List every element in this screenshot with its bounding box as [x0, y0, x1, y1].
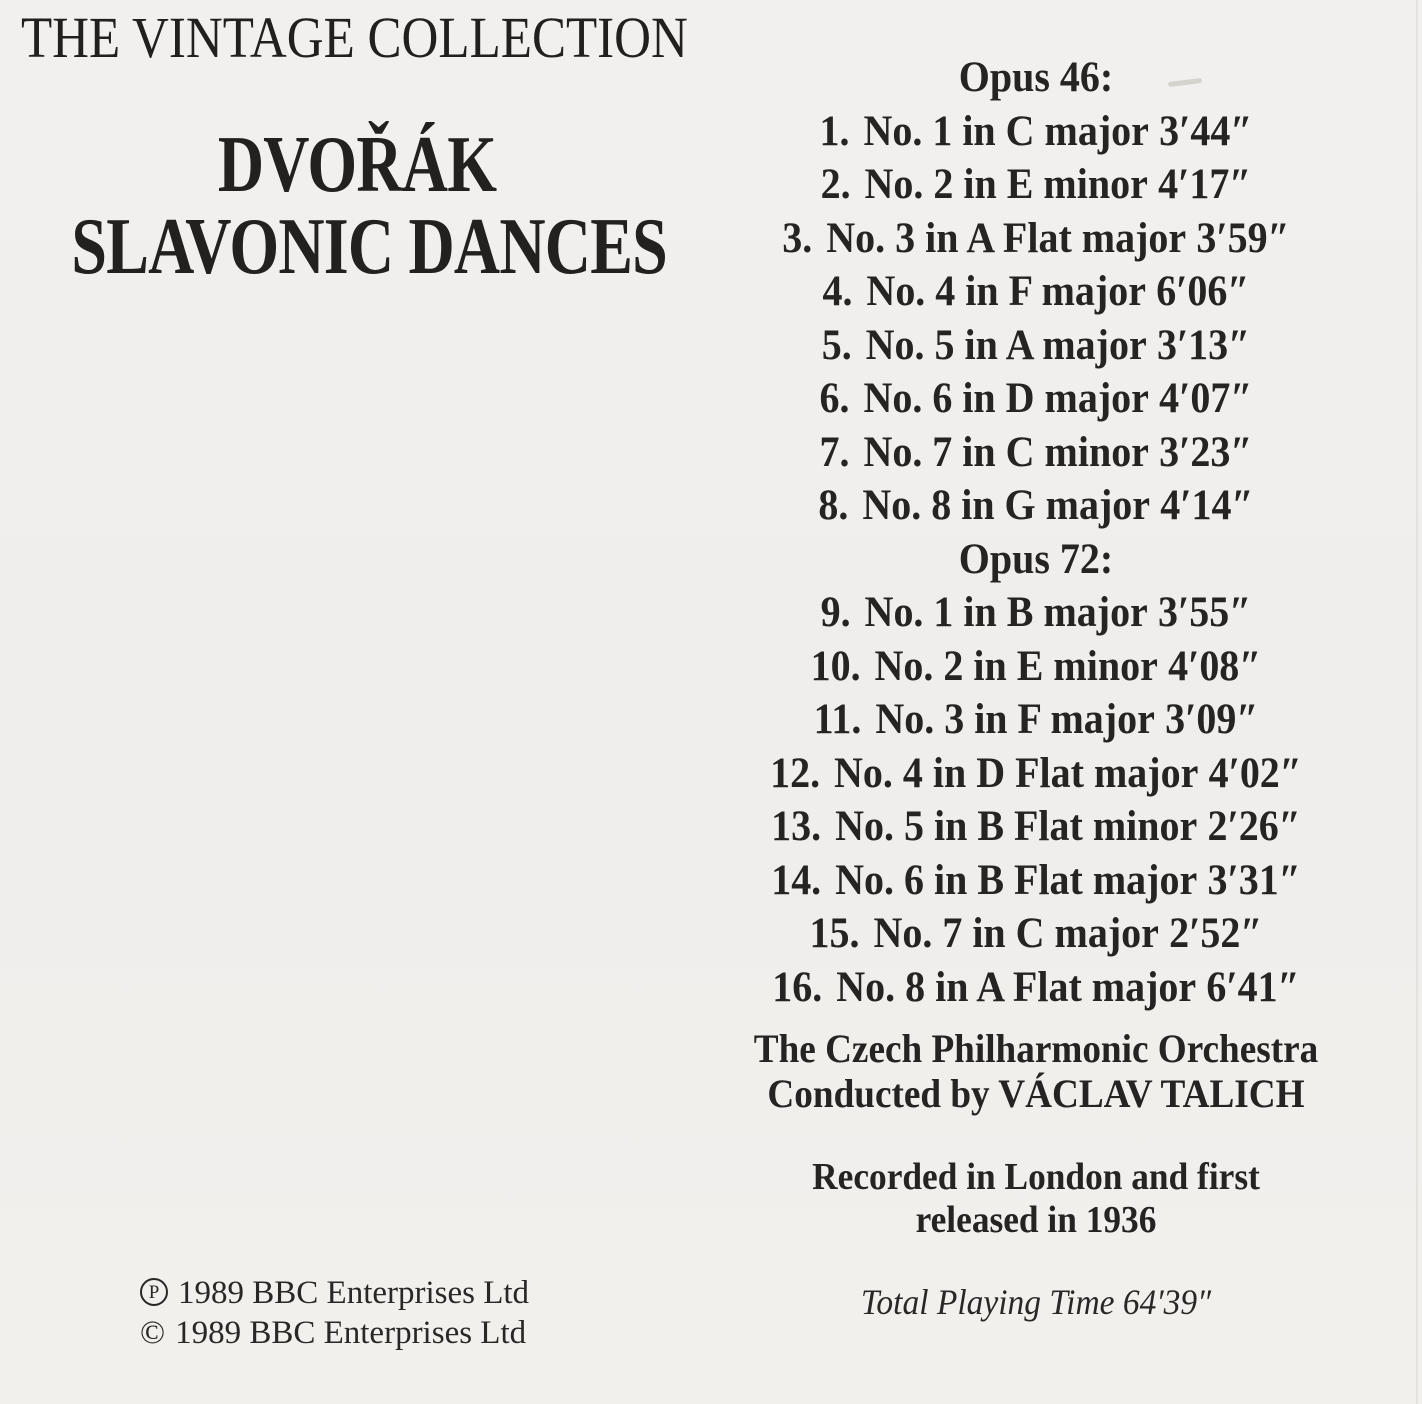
track-title: No. 3 in A Flat major: [826, 214, 1187, 262]
track-title: No. 5 in B Flat minor: [835, 803, 1198, 850]
track-number: 2.: [820, 161, 851, 208]
track-duration: 6′41″: [1206, 963, 1300, 1011]
track-duration: 3′09″: [1165, 696, 1259, 743]
recording-note-line1: Recorded in London and first: [812, 1156, 1260, 1198]
track-duration: 4′17″: [1158, 161, 1252, 208]
track-number: 8.: [818, 482, 849, 529]
track-title: No. 4 in F major: [866, 268, 1146, 315]
track-row: [678, 854, 1394, 908]
track-row: [678, 105, 1394, 159]
track-duration: 2′52″: [1169, 910, 1263, 957]
performer-credits: [678, 1026, 1394, 1116]
track-row: [678, 800, 1394, 854]
track-number: 1.: [819, 107, 850, 155]
album-title: [71, 121, 667, 291]
track-title: No. 8 in A Flat major: [836, 963, 1197, 1011]
track-duration: 3′44″: [1159, 107, 1253, 155]
tracklist: [678, 51, 1394, 1014]
recording-note: [678, 1156, 1394, 1242]
track-duration: 3′23″: [1159, 428, 1253, 476]
track-row: [678, 586, 1394, 640]
track-number: 14.: [771, 856, 822, 904]
track-row: [678, 907, 1394, 961]
opus-72-header: Opus 72:: [958, 535, 1114, 583]
conductor-credit: Conducted by VÁCLAV TALICH: [767, 1071, 1305, 1116]
copyright-line: [140, 1313, 529, 1353]
track-row: [678, 372, 1394, 426]
track-number: 13.: [771, 803, 822, 850]
track-row: [678, 479, 1394, 533]
album-work: SLAVONIC DANCES: [71, 203, 667, 291]
track-title: No. 1 in C major: [863, 107, 1149, 155]
track-number: 7.: [819, 428, 850, 476]
track-duration: 4′07″: [1159, 375, 1253, 422]
track-duration: 3′55″: [1158, 589, 1252, 636]
scan-edge-line: [1416, 0, 1418, 1404]
orchestra-credit: The Czech Philharmonic Orchestra: [753, 1026, 1319, 1071]
track-number: 10.: [810, 642, 861, 690]
track-number: 5.: [821, 321, 852, 369]
recording-note-line2: released in 1936: [915, 1199, 1157, 1241]
track-row: [678, 640, 1394, 694]
series-title: THE VINTAGE COLLECTION: [21, 5, 688, 70]
track-number: 3.: [782, 214, 813, 262]
opus-46-header: Opus 46:: [958, 54, 1114, 101]
track-row: [678, 265, 1394, 319]
track-duration: 4′02″: [1208, 749, 1302, 797]
phonogram-copyright-icon: P: [140, 1278, 168, 1306]
track-row: [678, 158, 1394, 212]
track-number: 6.: [819, 375, 850, 422]
track-number: 4.: [822, 268, 853, 315]
track-title: No. 5 in A major: [865, 321, 1147, 369]
track-number: 12.: [770, 749, 821, 797]
track-number: 9.: [820, 589, 851, 636]
track-title: No. 8 in G major: [862, 482, 1151, 529]
copyright-text: 1989 BBC Enterprises Ltd: [175, 1315, 527, 1351]
track-duration: 3′31″: [1207, 856, 1301, 904]
album-composer: DVOŘÁK: [217, 121, 497, 209]
track-duration: 2′26″: [1207, 803, 1301, 850]
track-number: 15.: [809, 910, 860, 957]
track-duration: 3′59″: [1196, 214, 1290, 262]
phonogram-copyright-line: [140, 1273, 529, 1313]
track-row: [678, 961, 1394, 1015]
track-duration: 4′14″: [1160, 482, 1254, 529]
track-number: 11.: [813, 696, 862, 743]
tracklist-column: [678, 0, 1394, 1404]
track-title: No. 6 in B Flat major: [835, 856, 1198, 904]
track-title: No. 2 in E minor: [874, 642, 1158, 690]
track-row: [678, 319, 1394, 373]
track-title: No. 7 in C major: [873, 910, 1159, 957]
track-duration: 6′06″: [1156, 268, 1250, 315]
track-title: No. 3 in F major: [875, 696, 1155, 743]
track-number: 16.: [772, 963, 823, 1011]
track-title: No. 1 in B major: [864, 589, 1148, 636]
track-title: No. 7 in C minor: [863, 428, 1149, 476]
track-row: [678, 212, 1394, 266]
track-row: [678, 426, 1394, 480]
track-row: [678, 747, 1394, 801]
phonogram-copyright-text: 1989 BBC Enterprises Ltd: [178, 1275, 530, 1311]
track-row: [678, 693, 1394, 747]
track-title: No. 6 in D major: [863, 375, 1149, 422]
copyright-icon: ©: [140, 1315, 166, 1351]
copyright-block: [140, 1273, 529, 1353]
total-playing-time: Total Playing Time 64′39″: [860, 1282, 1212, 1322]
track-title: No. 4 in D Flat major: [834, 749, 1199, 797]
track-duration: 3′13″: [1156, 321, 1251, 369]
track-title: No. 2 in E minor: [864, 161, 1148, 208]
track-duration: 4′08″: [1168, 642, 1262, 690]
